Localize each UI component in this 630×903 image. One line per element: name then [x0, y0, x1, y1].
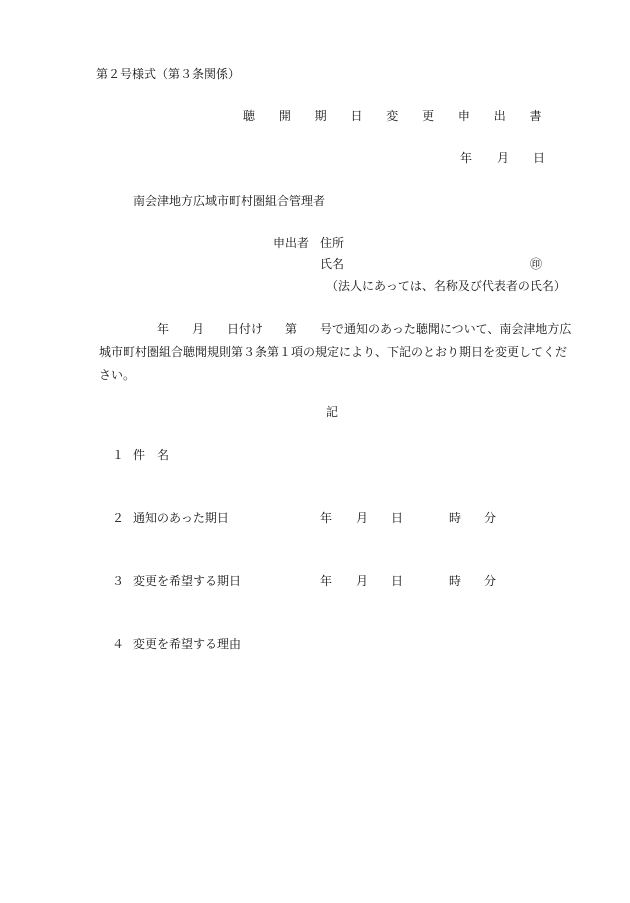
body-line-3: さい。: [99, 368, 136, 382]
name-label: 氏名: [320, 257, 345, 271]
item-label: 変更を希望する期日: [133, 574, 242, 588]
item-minute: 分: [484, 574, 497, 588]
date-month: 月: [497, 151, 510, 165]
body-dai: 第: [285, 322, 298, 336]
seal-mark: ㊞: [530, 257, 543, 271]
ki-heading: 記: [326, 405, 339, 419]
body-line-1: [112, 318, 582, 341]
address-label: 住所: [320, 236, 345, 250]
item-label: 変更を希望する理由: [133, 637, 242, 651]
item-month: 月: [356, 574, 369, 588]
item-day: 日: [391, 574, 404, 588]
item-label: 通知のあった期日: [133, 511, 229, 525]
item-year: 年: [320, 574, 333, 588]
body-dated: 日付け: [227, 322, 264, 336]
item-minute: 分: [484, 511, 497, 525]
body-line-1-rest: 号で通知のあった聴聞について、南会津地方広: [320, 322, 572, 336]
form-number: 第２号様式（第３条関係）: [96, 67, 241, 81]
body-month: 月: [192, 322, 205, 336]
date-year: 年: [460, 151, 473, 165]
date-day: 日: [533, 151, 546, 165]
item-hour: 時: [449, 574, 462, 588]
item-number: ４: [112, 637, 125, 651]
item-hour: 時: [449, 511, 462, 525]
item-label: 件 名: [133, 448, 170, 462]
document-title: 聴 開 期 日 変 更 申 出 書: [243, 109, 552, 123]
item-year: 年: [320, 511, 333, 525]
addressee: 南会津地方広域市町村圏組合管理者: [133, 194, 326, 208]
body-year: 年: [157, 322, 170, 336]
item-number: ２: [112, 511, 125, 525]
item-month: 月: [356, 511, 369, 525]
item-number: １: [112, 448, 125, 462]
applicant-label: 申出者: [273, 236, 310, 250]
body-line-2: 城市町村圏組合聴聞規則第３条第１項の規定により、下記のとおり期日を変更してくだ: [99, 345, 568, 359]
body-paragraph: [99, 318, 582, 387]
item-number: ３: [112, 574, 125, 588]
item-day: 日: [391, 511, 404, 525]
applicant-note: （法人にあっては、名称及び代表者の氏名）: [326, 279, 566, 293]
